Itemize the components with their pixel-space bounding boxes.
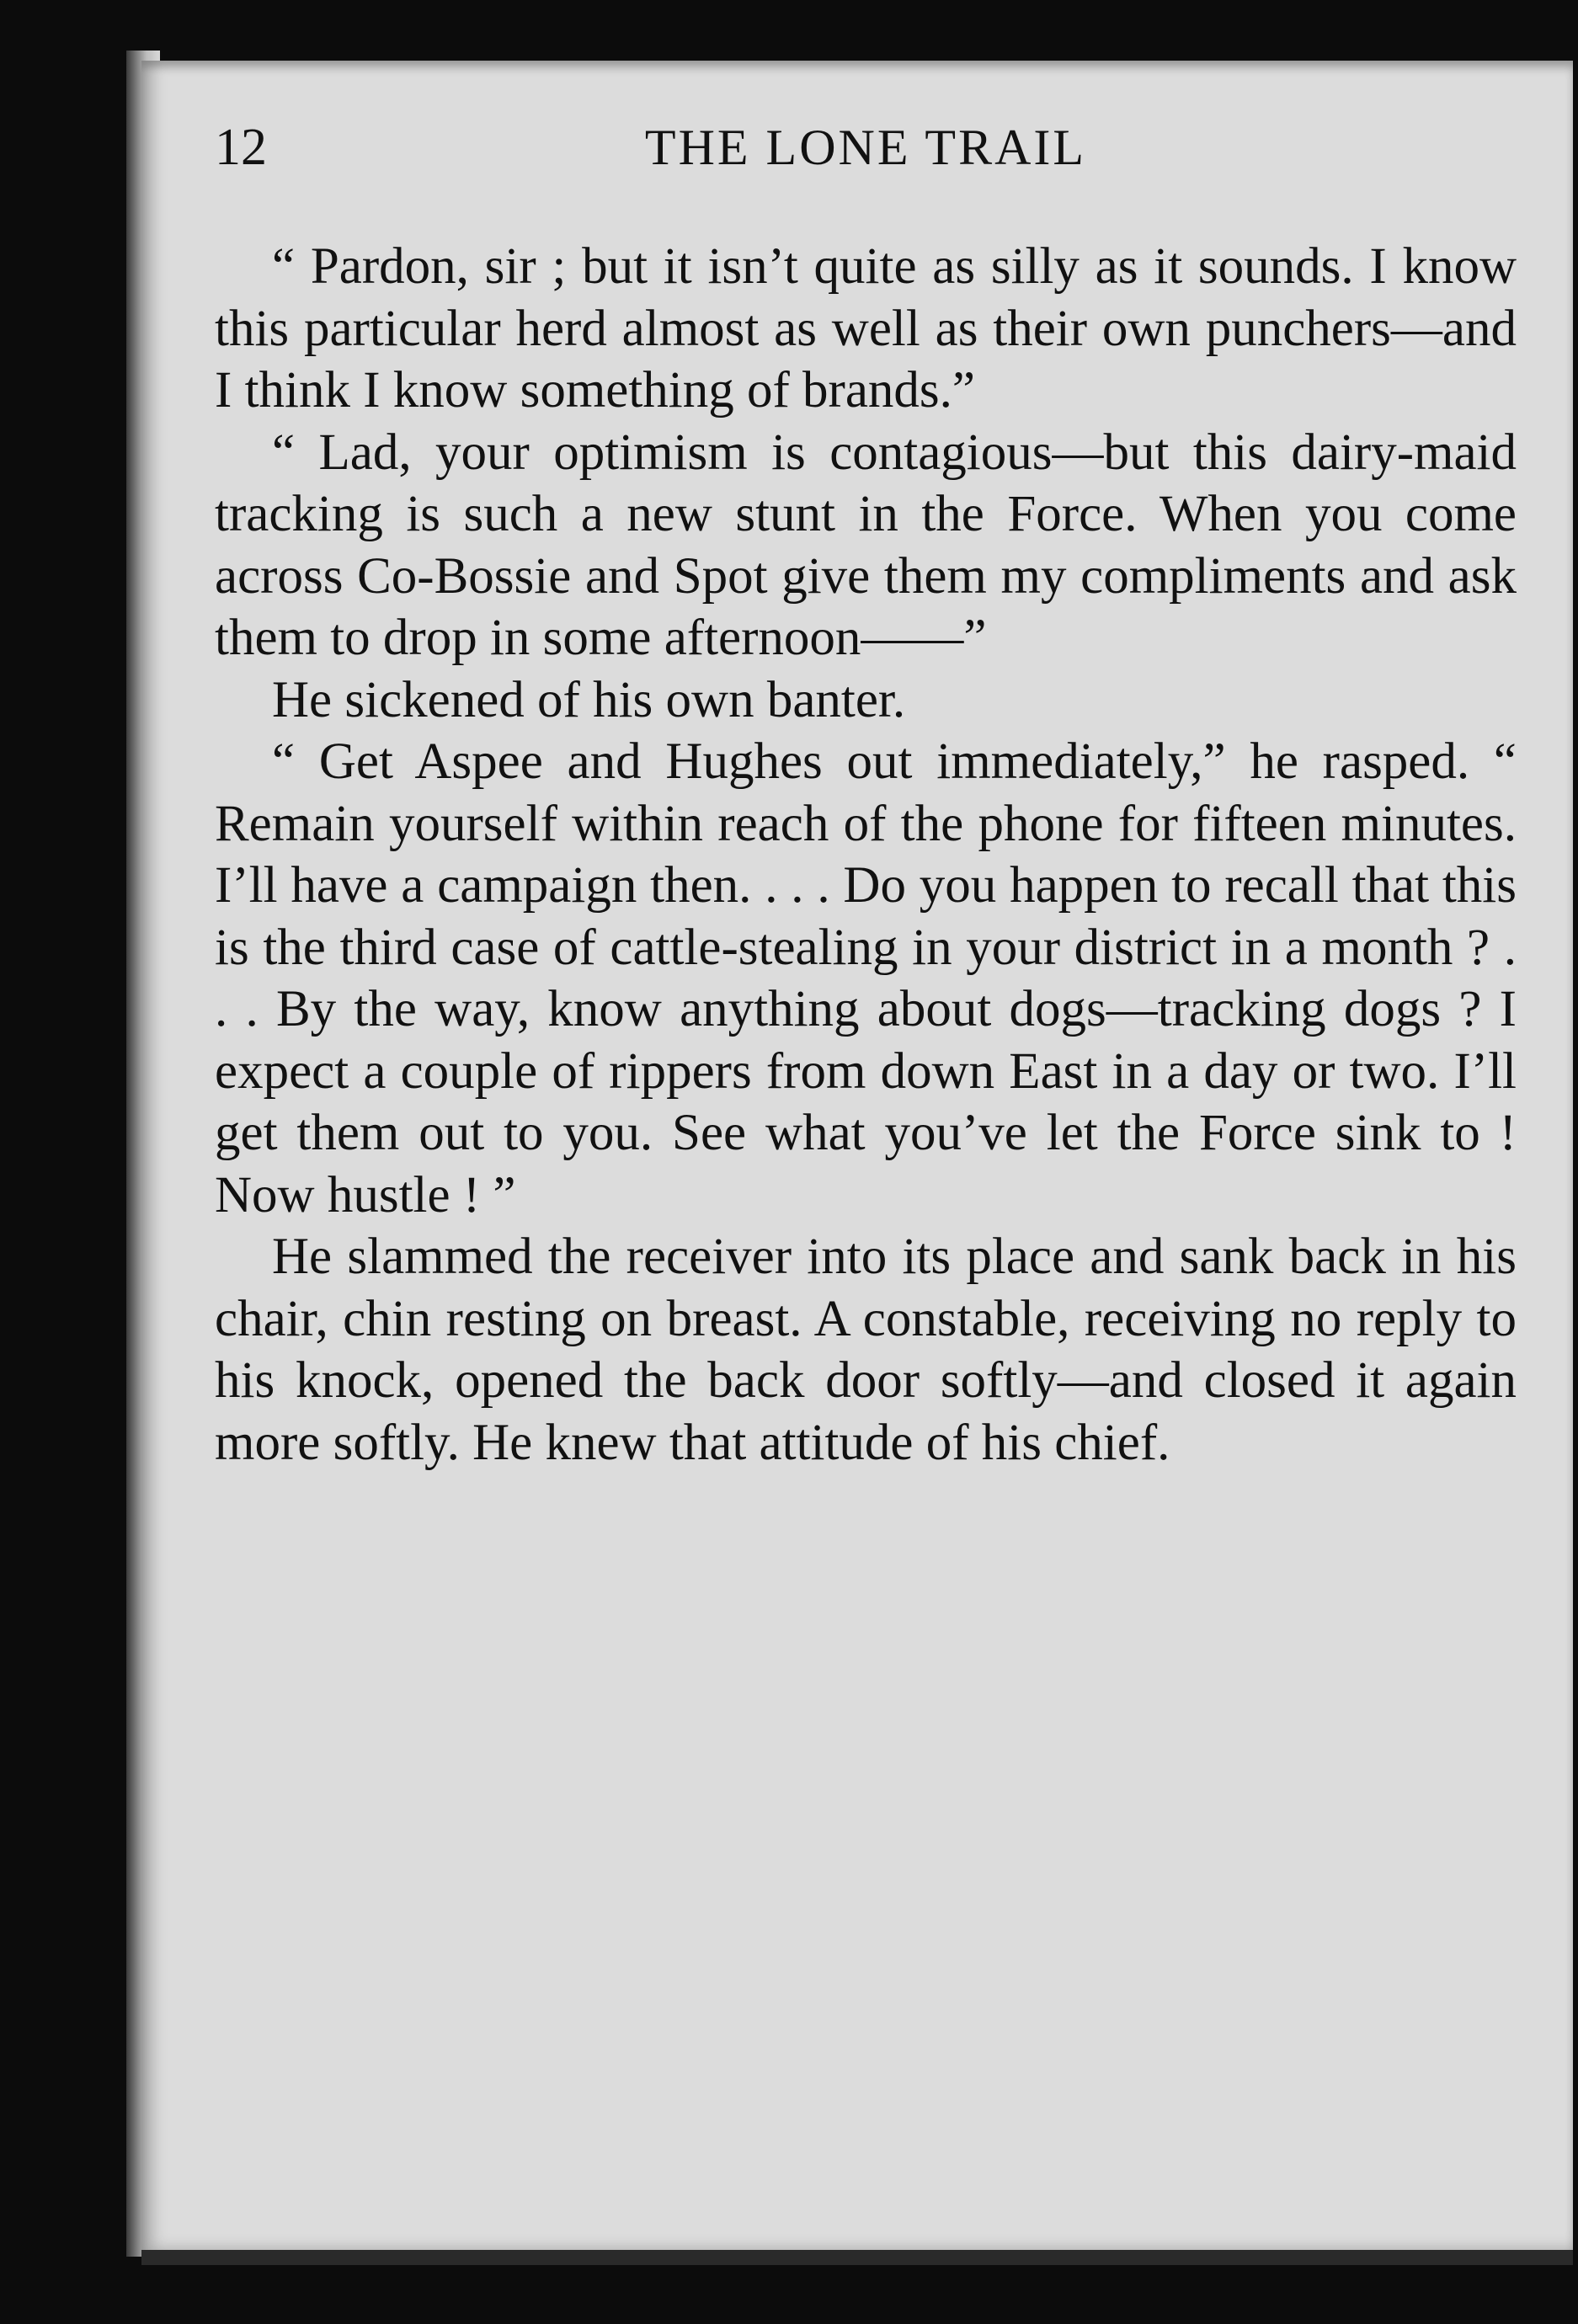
- body-text: [215, 236, 1517, 1474]
- page-number: 12: [215, 119, 267, 176]
- page-bottom-edge: [141, 2250, 1573, 2265]
- running-head-title: THE LONE TRAIL: [644, 120, 1087, 175]
- paragraph: He slammed the receiver into its place and sank back in his chair, chin resting on breast. A constable, receiving no reply to his knock, opened the back door softly—and closed it again more softly. He knew that attitude of his chief.: [215, 1229, 1517, 1471]
- paragraph: “ Get Aspee and Hughes out immediately,” he rasped. “ Remain yourself within reach of the phone for fifteen minutes. I’ll have a campaign then. . . . Do you happen to recall that this is the third case of cattle-stealing in your district in a month ? . . . By the way, know anything about dogs—tracking dogs ? I expect a couple of rippers from down East in a day or two. I’ll get them out to you. See what you’ve let the Force sink to ! Now hustle ! ”: [215, 733, 1517, 1223]
- paragraph: “ Pardon, sir ; but it isn’t quite as silly as it sounds. I know this particular herd almost as well as their own punchers—and I think I know something of brands.”: [215, 238, 1517, 418]
- paragraph: “ Lad, your optimism is contagious—but this dairy-maid tracking is such a new stunt in the Force. When you come across Co-Bossie and Spot give them my compliments and ask them to drop in some afternoon——”: [215, 424, 1517, 666]
- paragraph: He sickened of his own banter.: [272, 671, 906, 728]
- page-header: [215, 109, 1517, 185]
